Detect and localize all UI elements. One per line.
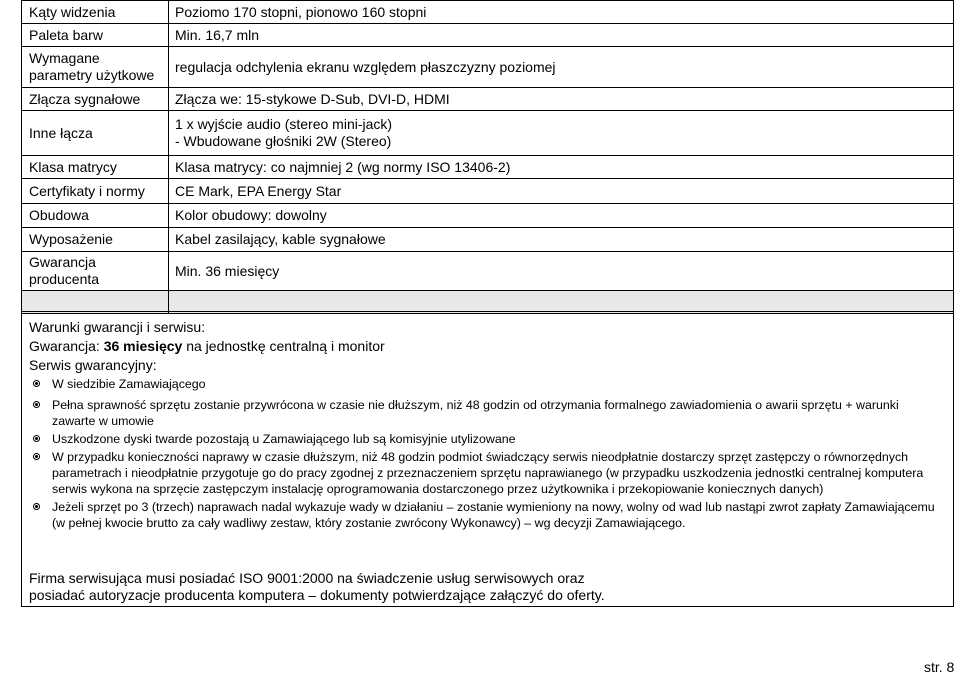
- spec-value: Klasa matrycy: co najmniej 2 (wg normy ISO 13406-2): [169, 156, 954, 179]
- spec-label: Wymagane parametry użytkowe: [22, 47, 169, 88]
- spec-label: Wyposażenie: [22, 228, 169, 252]
- list-item-text: Jeżeli sprzęt po 3 (trzech) naprawach nadal wykazuje wady w działaniu – zostanie wymieniony na nowy, wolny od wad lub nastąpi zwrot zapłaty Zamawiającemu (w pełnej kwocie brutto za cały wadliwy zestaw, który zostanie zwrócony Wykonawcy) – wg decyzji Zamawiającego.: [52, 500, 935, 530]
- list-item-text: Uszkodzone dyski twarde pozostają u Zamawiającego lub są komisyjnie utylizowane: [52, 432, 516, 446]
- spec-value: Kabel zasilający, kable sygnałowe: [169, 228, 954, 252]
- spec-label: Certyfikaty i normy: [22, 179, 169, 204]
- warranty-period-bold: 36 miesięcy: [103, 338, 183, 354]
- list-item: [29, 449, 944, 497]
- list-item: [29, 397, 944, 429]
- spec-label: Kąty widzenia: [22, 1, 169, 24]
- spec-label: Obudowa: [22, 204, 169, 228]
- spec-value-line: 1 x wyjście audio (stereo mini-jack): [175, 116, 393, 132]
- warranty-heading: Warunki gwarancji i serwisu:: [29, 319, 206, 335]
- list-item-text: W siedzibie Zamawiającego: [52, 377, 206, 391]
- spec-table: [21, 0, 954, 314]
- bullet-icon: [33, 435, 40, 442]
- warranty-period-suffix: na jednostkę centralną i monitor: [182, 338, 385, 354]
- spec-value: Złącza we: 15-stykowe D-Sub, DVI-D, HDMI: [169, 88, 954, 111]
- bullet-icon: [33, 401, 40, 408]
- bullet-icon: [33, 503, 40, 510]
- spec-value: CE Mark, EPA Energy Star: [169, 179, 954, 204]
- spec-value: [169, 111, 954, 156]
- list-item: [29, 499, 944, 531]
- list-item-text: W przypadku konieczności naprawy w czasie dłuższym, niż 48 godzin podmiot świadczący serwis nieodpłatnie dostarczy sprzęt zastępczy o równorzędnych parametrach i nieodpłatnie przygotuje go do pracy zgodnej z przeznaczeniem sprzętu naprawianego (w przypadku uszkodzenia jednostki centralnej komputera serwis wykona na sprzęcie zastępczym instalację oprogramowania dostarczonego przez użytkownika i przekopiowanie koniecznych danych): [52, 450, 924, 496]
- bullet-icon: [33, 453, 40, 460]
- page-number: str. 8: [924, 659, 955, 675]
- footer-text-line: Firma serwisująca musi posiadać ISO 9001:2000 na świadczenie usług serwisowych oraz: [29, 570, 585, 586]
- bullet-icon: [33, 380, 40, 387]
- service-heading: Serwis gwarancyjny:: [29, 357, 157, 373]
- service-list: [29, 376, 944, 531]
- warranty-period-prefix: Gwarancja:: [29, 338, 104, 354]
- spec-label: Inne łącza: [22, 111, 169, 156]
- spec-label: Paleta barw: [22, 24, 169, 47]
- warranty-period: [29, 338, 385, 355]
- spec-label: Złącza sygnałowe: [22, 88, 169, 111]
- list-item-text: Pełna sprawność sprzętu zostanie przywrócona w czasie nie dłuższym, niż 48 godzin od otrzymania formalnego zawiadomienia o awarii sprzętu + warunki zawarte w umowie: [52, 398, 899, 428]
- list-item: [29, 431, 944, 447]
- spec-value: Kolor obudowy: dowolny: [169, 204, 954, 228]
- spec-label: Gwarancja producenta: [22, 252, 169, 291]
- spec-value: Poziomo 170 stopni, pionowo 160 stopni: [169, 1, 954, 24]
- warranty-section: [21, 311, 954, 607]
- spec-value-line: - Wbudowane głośniki 2W (Stereo): [175, 133, 392, 149]
- spec-value: Min. 16,7 mln: [169, 24, 954, 47]
- list-item: [29, 376, 944, 392]
- spec-value: Min. 36 miesięcy: [169, 252, 954, 291]
- spec-value: regulacja odchylenia ekranu względem płaszczyzny poziomej: [169, 47, 954, 88]
- footer-text-line: posiadać autoryzacje producenta komputera – dokumenty potwierdzające załączyć do oferty.: [29, 587, 605, 603]
- spec-label: Klasa matrycy: [22, 156, 169, 179]
